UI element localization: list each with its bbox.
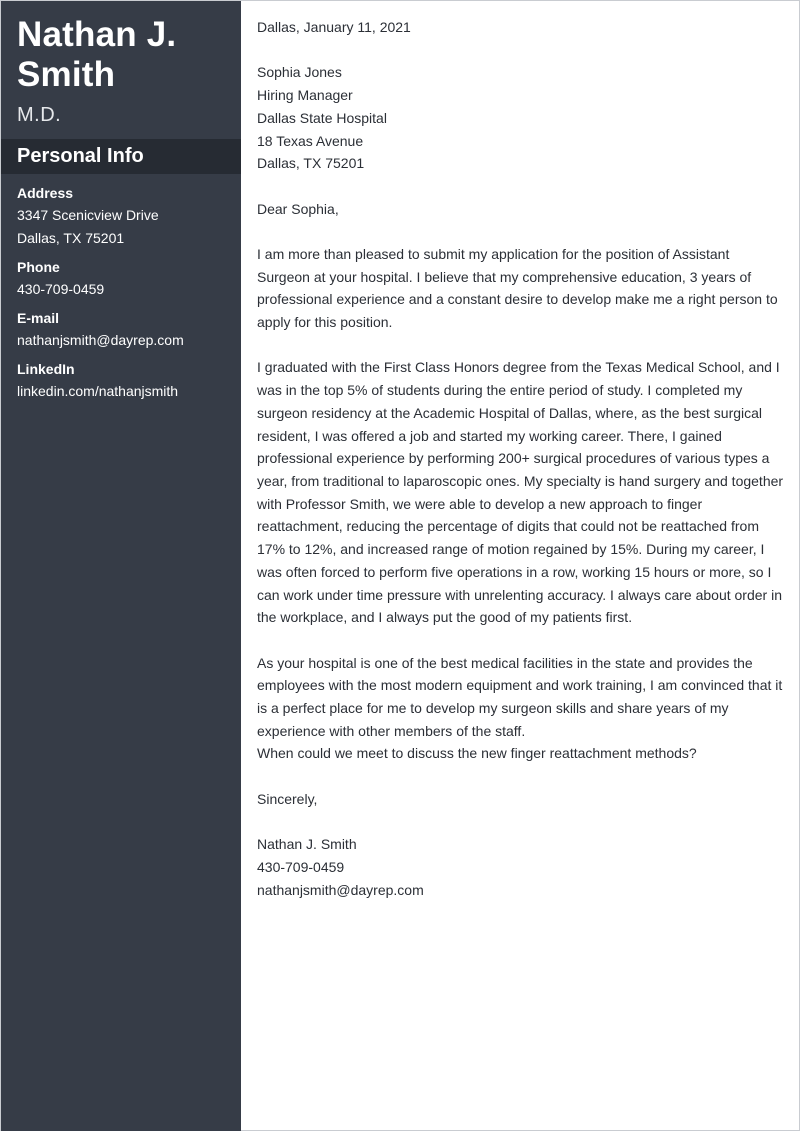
applicant-name [1,1,241,95]
address-label: Address [17,185,74,201]
salutation: Dear Sophia, [257,200,339,217]
email-value: nathanjsmith@dayrep.com [17,332,184,348]
email-label: E-mail [17,310,60,326]
linkedin-value: linkedin.com/nathanjsmith [17,383,179,399]
recipient-line: Dallas State Hospital [257,109,387,126]
paragraph-motivation: As your hospital is one of the best medical facilities in the state and provides the employees with the most modern equipment and work training, I am convinced that it is a perfect place for me to develop my surgeon skills and share years of my experience with other members of the staff. [257,654,783,739]
paragraph-intro: I am more than pleased to submit my application for the position of Assistant Surgeon at your hospital. I believe that my comprehensive education, 3 years of professional experience and a constant desire to develop make me a right person to apply for this position. [257,245,778,331]
recipient-line: Hiring Manager [257,87,353,104]
recipient-line: 18 Texas Avenue [257,132,364,149]
signature-email: nathanjsmith@dayrep.com [257,881,424,898]
personal-info-header: Personal Info [1,139,241,174]
applicant-name-line1: Nathan J. [17,15,177,54]
linkedin-label: LinkedIn [17,361,75,377]
address-group [17,182,233,250]
letter-date: Dallas, January 11, 2021 [257,19,411,35]
linkedin-group [17,358,233,403]
applicant-name-line2: Smith [17,55,116,94]
phone-label: Phone [17,259,60,275]
paragraph-call-to-action: When could we meet to discuss the new finger reattachment methods? [257,745,697,762]
paragraph-experience: I graduated with the First Class Honors degree from the Texas Medical School, and I was in the top 5% of students during the entire period of study. I completed my surgeon residency at the Academic Hospital of Dallas, where, as the best surgical resident, I was offered a job and started my working career. There, I gained professional experience by performing 200+ surgical procedures of various types a year, from traditional to laparoscopic ones. My specialty is hand surgery and together with Professor Smith, we were able to develop a new approach to finger reattachment, reducing the percentage of digits that could not be reattached from 17% to 12%, and increased range of motion regained by 15%. During my career, I was often forced to perform five operations in a row, working 15 hours or more, so I can work under time pressure with unrelenting accuracy. I always care about order in the workplace, and I always put the good of my patients first. [257,359,784,626]
address-line1: 3347 Scenicview Drive [17,207,159,223]
address-line2: Dallas, TX 75201 [17,230,125,246]
email-group [17,307,233,352]
recipient-block [257,61,785,175]
sidebar [1,1,241,1131]
signature-phone: 430-709-0459 [257,858,345,875]
applicant-credentials: M.D. [17,104,62,126]
recipient-line: Sophia Jones [257,64,342,81]
signature-name: Nathan J. Smith [257,836,357,853]
phone-value: 430-709-0459 [17,281,105,297]
phone-group [17,256,233,301]
closing: Sincerely, [257,790,318,807]
personal-info [17,182,233,409]
recipient-line: Dallas, TX 75201 [257,155,365,172]
letter-body [257,16,785,901]
